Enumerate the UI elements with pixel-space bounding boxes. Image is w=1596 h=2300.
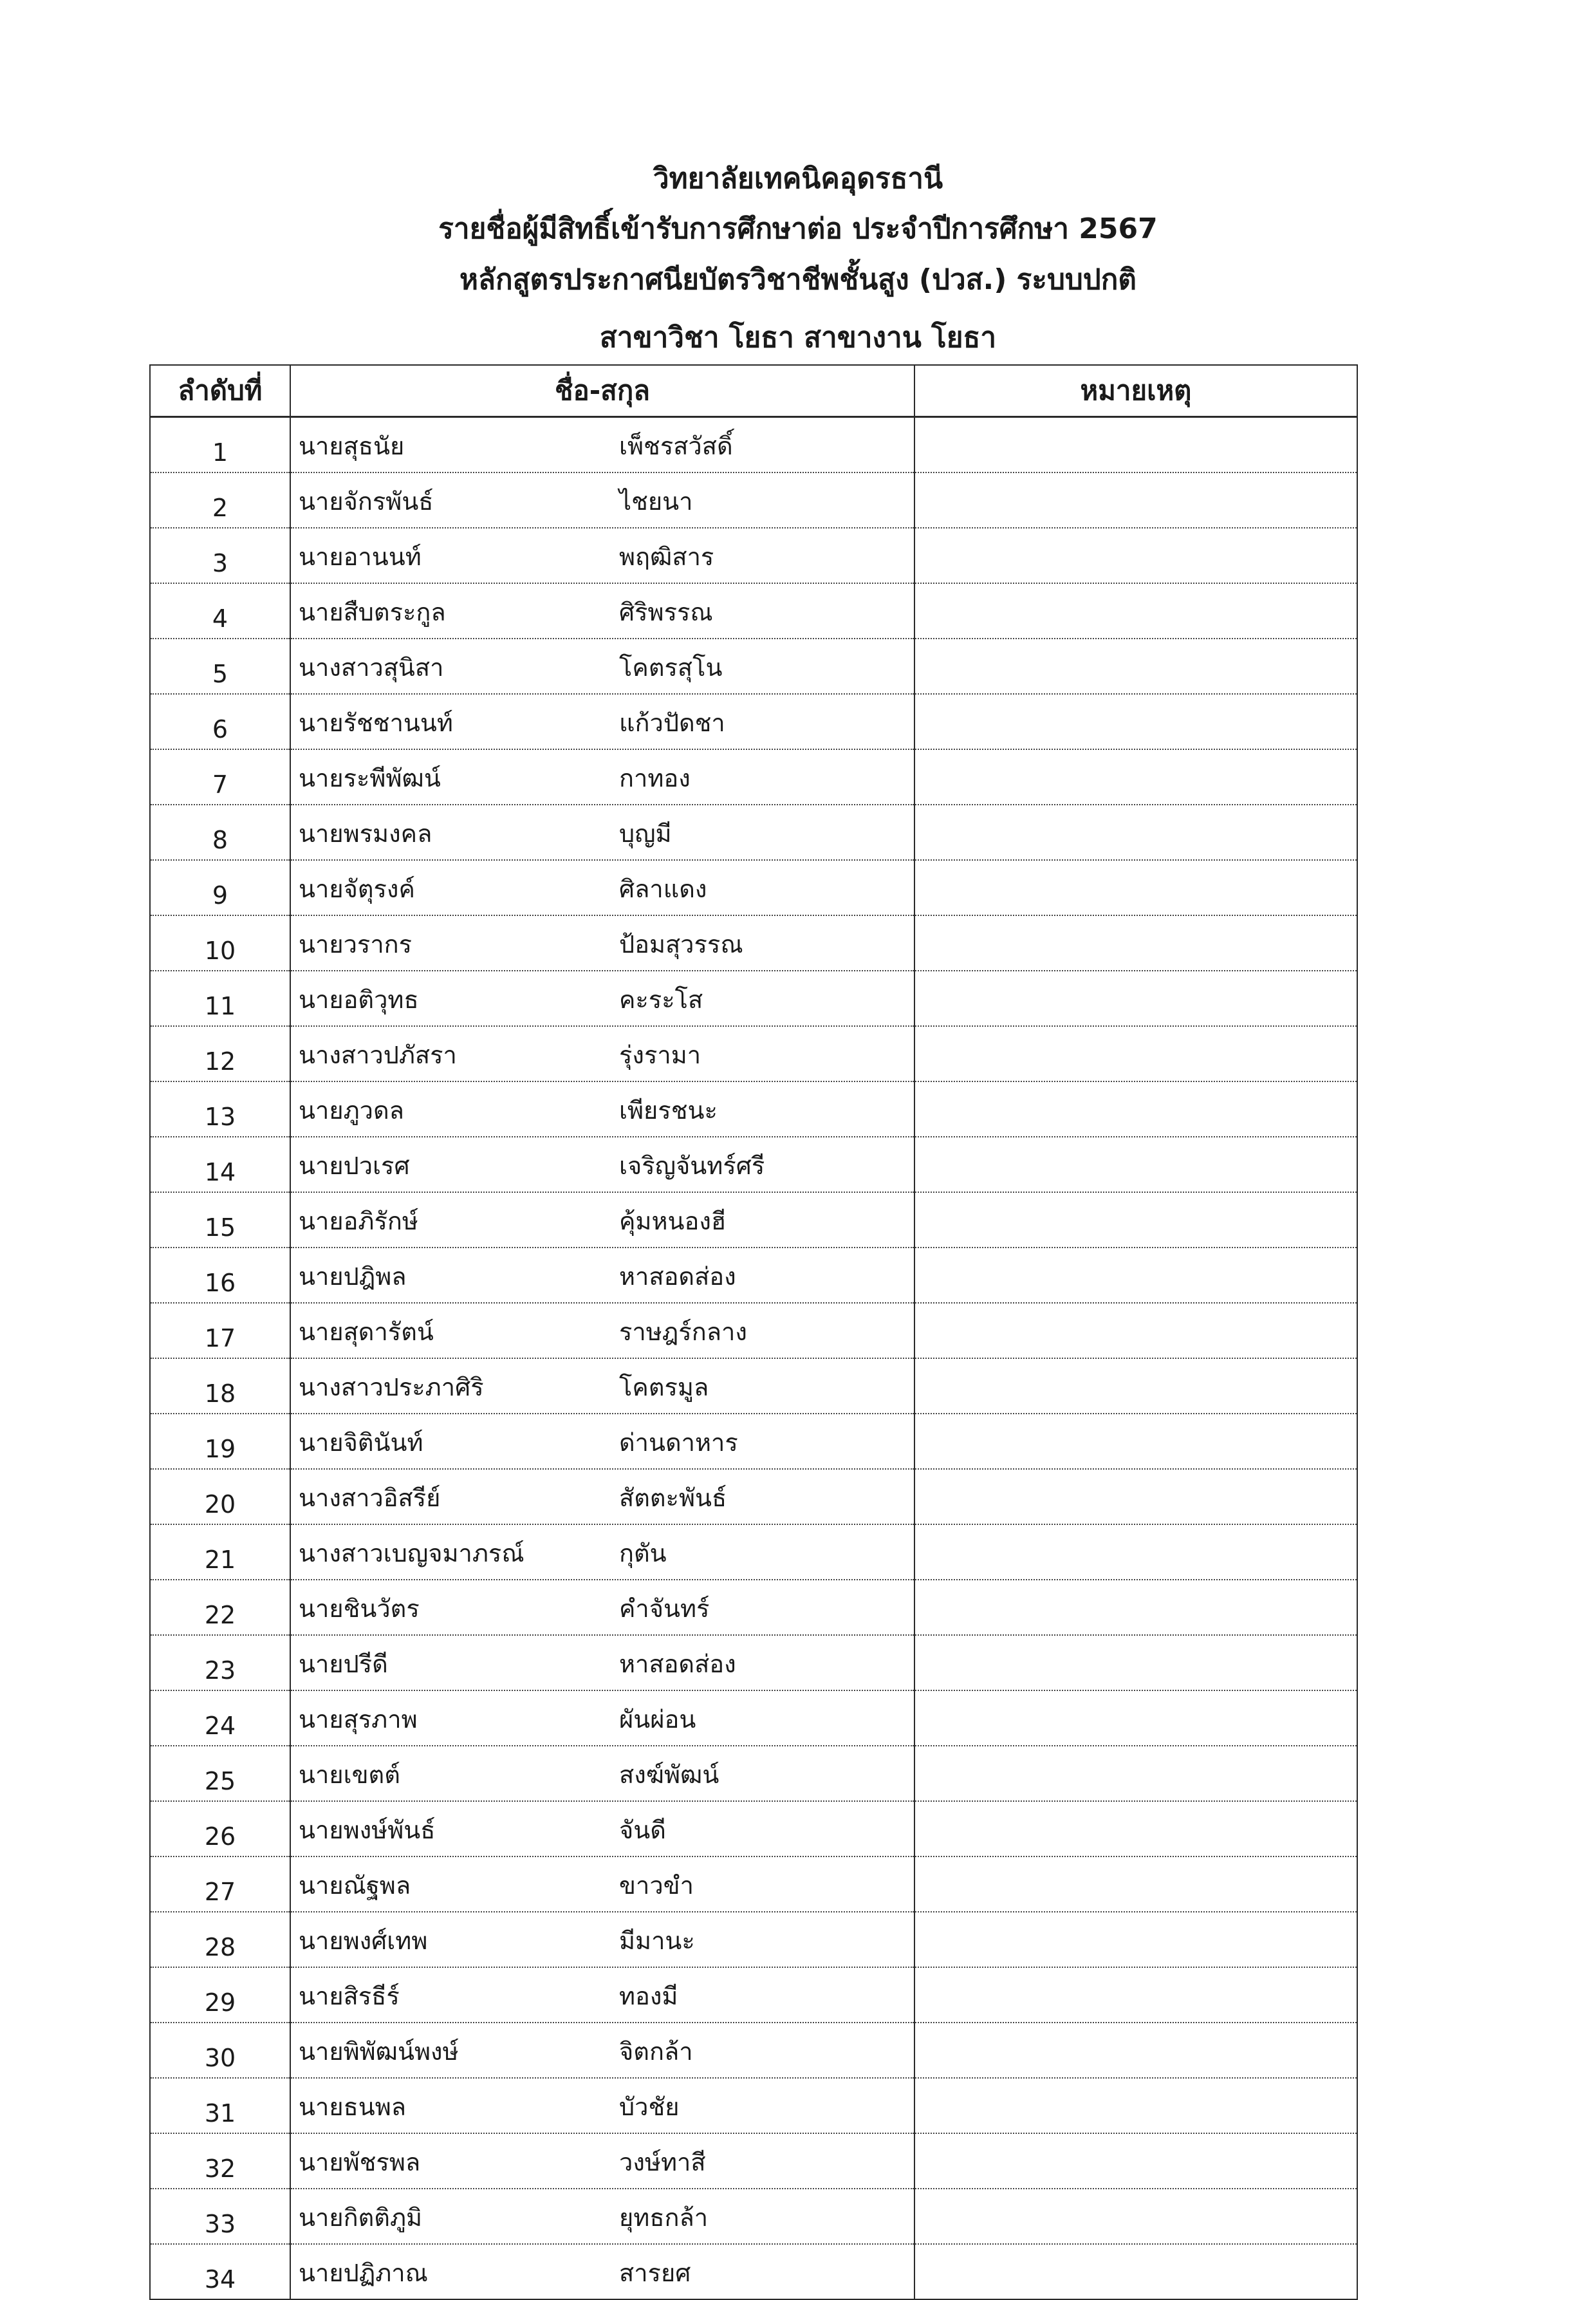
table-row — [150, 1137, 1357, 1192]
row-number: 1 — [150, 417, 290, 473]
row-number: 16 — [150, 1248, 290, 1303]
last-name: จันดี — [619, 1816, 666, 1844]
row-number: 2 — [150, 472, 290, 528]
row-full-name — [290, 472, 914, 528]
row-note — [914, 1026, 1357, 1081]
row-full-name — [290, 805, 914, 860]
first-name: นายปวเรศ — [299, 1152, 410, 1180]
row-note — [914, 1081, 1357, 1137]
row-note — [914, 2078, 1357, 2133]
first-name: นายสืบตระกูล — [299, 598, 446, 626]
table-row — [150, 749, 1357, 805]
first-name: นายชินวัตร — [299, 1594, 420, 1623]
row-full-name — [290, 1081, 914, 1137]
table-header-row — [150, 365, 1357, 417]
row-full-name — [290, 583, 914, 639]
department-title: สาขาวิชา โยธา สาขางาน โยธา — [599, 321, 997, 354]
row-note — [914, 1746, 1357, 1801]
row-note — [914, 1414, 1357, 1469]
first-name: นายพงษ์พันธ์ — [299, 1816, 436, 1844]
first-name: นายณัฐพล — [299, 1871, 411, 1900]
table-row — [150, 528, 1357, 583]
row-number: 5 — [150, 639, 290, 694]
first-name: นางสาวสุนิสา — [299, 653, 444, 682]
row-full-name — [290, 2133, 914, 2189]
row-note — [914, 1635, 1357, 1690]
row-full-name — [290, 1967, 914, 2023]
row-full-name — [290, 971, 914, 1026]
first-name: นายรัชชานนท์ — [299, 709, 453, 737]
table-row — [150, 2078, 1357, 2133]
row-number: 22 — [150, 1580, 290, 1635]
first-name: นางสาวปภัสรา — [299, 1041, 457, 1069]
row-note — [914, 1967, 1357, 2023]
last-name: ทองมี — [619, 1982, 678, 2010]
table-row — [150, 2189, 1357, 2244]
row-note — [914, 749, 1357, 805]
row-note — [914, 2244, 1357, 2299]
row-note — [914, 528, 1357, 583]
last-name: ป้อมสุวรรณ — [619, 930, 743, 958]
row-note — [914, 1248, 1357, 1303]
row-number: 29 — [150, 1967, 290, 2023]
row-full-name — [290, 1912, 914, 1967]
table-row — [150, 417, 1357, 473]
last-name: บุญมี — [619, 819, 672, 848]
table-row — [150, 1248, 1357, 1303]
row-number: 27 — [150, 1856, 290, 1912]
row-full-name — [290, 417, 914, 473]
row-full-name — [290, 2244, 914, 2299]
row-note — [914, 583, 1357, 639]
row-number: 3 — [150, 528, 290, 583]
last-name: ไชยนา — [619, 487, 693, 516]
document-subtitle: รายชื่อผู้มีสิทธิ์เข้ารับการศึกษาต่อ ประจำปีการศึกษา 2567 — [438, 212, 1158, 245]
last-name: โคตรสุโน — [619, 653, 723, 682]
row-full-name — [290, 860, 914, 915]
admission-list-table — [149, 364, 1358, 2300]
row-full-name — [290, 528, 914, 583]
first-name: นายกิตติภูมิ — [299, 2203, 423, 2232]
last-name: พฤฒิสาร — [619, 543, 714, 571]
table-row — [150, 1967, 1357, 2023]
first-name: นายสิรธีร์ — [299, 1982, 400, 2010]
row-note — [914, 472, 1357, 528]
row-full-name — [290, 1192, 914, 1248]
row-note — [914, 1524, 1357, 1580]
first-name: นายพัชรพล — [299, 2148, 421, 2176]
last-name: ยุทธกล้า — [619, 2203, 709, 2232]
row-note — [914, 1690, 1357, 1746]
row-number: 15 — [150, 1192, 290, 1248]
last-name: กาทอง — [619, 764, 691, 792]
last-name: เพ็ชรสวัสดิ์ — [619, 432, 733, 460]
table-row — [150, 805, 1357, 860]
row-full-name — [290, 1469, 914, 1524]
last-name: สงฆ์พัฒน์ — [619, 1761, 719, 1789]
table-body — [150, 417, 1357, 2300]
row-number: 28 — [150, 1912, 290, 1967]
row-full-name — [290, 915, 914, 971]
row-note — [914, 915, 1357, 971]
row-number: 13 — [150, 1081, 290, 1137]
row-full-name — [290, 1303, 914, 1358]
row-full-name — [290, 1358, 914, 1414]
row-note — [914, 805, 1357, 860]
table-row — [150, 2023, 1357, 2078]
row-number: 6 — [150, 694, 290, 749]
row-note — [914, 2023, 1357, 2078]
first-name: นายภูวดล — [299, 1096, 404, 1125]
row-number: 19 — [150, 1414, 290, 1469]
last-name: หาสอดส่อง — [619, 1262, 736, 1291]
row-note — [914, 1192, 1357, 1248]
row-number: 31 — [150, 2078, 290, 2133]
last-name: มีมานะ — [619, 1927, 695, 1955]
row-full-name — [290, 694, 914, 749]
row-note — [914, 417, 1357, 473]
first-name: นายปฎิพล — [299, 1262, 407, 1291]
row-full-name — [290, 2189, 914, 2244]
last-name: เจริญจันทร์ศรี — [619, 1152, 765, 1180]
row-full-name — [290, 1746, 914, 1801]
first-name: นายจักรพันธ์ — [299, 487, 434, 516]
row-number: 33 — [150, 2189, 290, 2244]
first-name: นายอภิรักษ์ — [299, 1207, 418, 1235]
table-row — [150, 1524, 1357, 1580]
table-row — [150, 1856, 1357, 1912]
row-number: 32 — [150, 2133, 290, 2189]
table-row — [150, 1026, 1357, 1081]
row-full-name — [290, 1635, 914, 1690]
table-row — [150, 694, 1357, 749]
table-row — [150, 472, 1357, 528]
last-name: เพียรชนะ — [619, 1096, 718, 1125]
row-number: 20 — [150, 1469, 290, 1524]
column-header-note: หมายเหตุ — [914, 365, 1357, 417]
table-row — [150, 1635, 1357, 1690]
first-name: นายพรมงคล — [299, 819, 432, 848]
first-name: นายสุธนัย — [299, 432, 405, 460]
table-row — [150, 1358, 1357, 1414]
table-row — [150, 1081, 1357, 1137]
last-name: โคตรมูล — [619, 1373, 709, 1401]
row-full-name — [290, 1137, 914, 1192]
last-name: คำจันทร์ — [619, 1594, 710, 1623]
last-name: จิตกล้า — [619, 2037, 693, 2066]
table-row — [150, 2244, 1357, 2299]
first-name: นายธนพล — [299, 2093, 407, 2121]
row-number: 11 — [150, 971, 290, 1026]
table-row — [150, 1414, 1357, 1469]
last-name: ราษฎร์กลาง — [619, 1318, 747, 1346]
table-row — [150, 860, 1357, 915]
row-note — [914, 1912, 1357, 1967]
row-number: 10 — [150, 915, 290, 971]
row-note — [914, 1856, 1357, 1912]
table-row — [150, 1469, 1357, 1524]
last-name: รุ่งรามา — [619, 1041, 701, 1069]
row-note — [914, 1137, 1357, 1192]
row-number: 30 — [150, 2023, 290, 2078]
row-number: 9 — [150, 860, 290, 915]
row-number: 8 — [150, 805, 290, 860]
table-row — [150, 1912, 1357, 1967]
row-number: 24 — [150, 1690, 290, 1746]
row-full-name — [290, 2023, 914, 2078]
table-row — [150, 1192, 1357, 1248]
last-name: คุ้มหนองฮี — [619, 1207, 727, 1235]
first-name: นายสุรภาพ — [299, 1705, 418, 1734]
table-row — [150, 971, 1357, 1026]
last-name: ศิริพรรณ — [619, 598, 713, 626]
last-name: ด่านดาหาร — [619, 1428, 738, 1457]
row-full-name — [290, 1414, 914, 1469]
row-note — [914, 1801, 1357, 1856]
row-full-name — [290, 1580, 914, 1635]
row-note — [914, 1303, 1357, 1358]
row-number: 18 — [150, 1358, 290, 1414]
row-full-name — [290, 1026, 914, 1081]
last-name: ผันผ่อน — [619, 1705, 696, 1734]
first-name: นายจิตินันท์ — [299, 1428, 423, 1457]
row-full-name — [290, 2078, 914, 2133]
table-row — [150, 1746, 1357, 1801]
column-header-number: ลำดับที่ — [150, 365, 290, 417]
last-name: สัตตะพันธ์ — [619, 1484, 727, 1512]
row-note — [914, 1469, 1357, 1524]
last-name: บัวชัย — [619, 2093, 680, 2121]
row-number: 14 — [150, 1137, 290, 1192]
row-number: 34 — [150, 2244, 290, 2299]
table-row — [150, 1801, 1357, 1856]
program-title: หลักสูตรประกาศนียบัตรวิชาชีพชั้นสูง (ปวส.) ระบบปกติ — [459, 263, 1137, 296]
last-name: วงษ์ทาสี — [619, 2148, 706, 2176]
row-full-name — [290, 1524, 914, 1580]
table-row — [150, 915, 1357, 971]
row-note — [914, 694, 1357, 749]
row-full-name — [290, 1801, 914, 1856]
row-full-name — [290, 1248, 914, 1303]
row-note — [914, 2133, 1357, 2189]
first-name: นายพิพัฒน์พงษ์ — [299, 2037, 459, 2066]
first-name: นายจัตุรงค์ — [299, 875, 415, 903]
table-row — [150, 583, 1357, 639]
first-name: นางสาวประภาศิริ — [299, 1373, 484, 1401]
row-number: 26 — [150, 1801, 290, 1856]
last-name: ขาวขำ — [619, 1871, 694, 1900]
first-name: นางสาวอิสรีย์ — [299, 1484, 441, 1512]
last-name: ศิลาแดง — [619, 875, 707, 903]
last-name: คะระโส — [619, 986, 703, 1014]
column-header-name: ชื่อ-สกุล — [290, 365, 914, 417]
row-note — [914, 2189, 1357, 2244]
row-number: 4 — [150, 583, 290, 639]
table-row — [150, 639, 1357, 694]
row-number: 17 — [150, 1303, 290, 1358]
institution-title: วิทยาลัยเทคนิคอุดรธานี — [653, 162, 943, 195]
row-full-name — [290, 1856, 914, 1912]
last-name: กุตัน — [619, 1539, 667, 1567]
last-name: แก้วปัดชา — [619, 709, 725, 737]
table-row — [150, 1303, 1357, 1358]
first-name: นายปรีดี — [299, 1650, 388, 1678]
first-name: นายอานนท์ — [299, 543, 422, 571]
row-note — [914, 860, 1357, 915]
first-name: นายเขตต์ — [299, 1761, 400, 1789]
table-row — [150, 1690, 1357, 1746]
first-name: นายสุดารัตน์ — [299, 1318, 434, 1346]
row-number: 25 — [150, 1746, 290, 1801]
first-name: นายพงศ์เทพ — [299, 1927, 428, 1955]
row-note — [914, 1358, 1357, 1414]
first-name: นายวรากร — [299, 930, 413, 958]
row-note — [914, 639, 1357, 694]
row-note — [914, 971, 1357, 1026]
row-number: 21 — [150, 1524, 290, 1580]
last-name: สารยศ — [619, 2259, 691, 2287]
first-name: นายระพีพัฒน์ — [299, 764, 441, 792]
row-full-name — [290, 1690, 914, 1746]
table-row — [150, 1580, 1357, 1635]
first-name: นายอติวุทธ — [299, 986, 419, 1014]
last-name: หาสอดส่อง — [619, 1650, 736, 1678]
row-note — [914, 1580, 1357, 1635]
row-number: 23 — [150, 1635, 290, 1690]
row-number: 7 — [150, 749, 290, 805]
first-name: นายปฏิภาณ — [299, 2259, 428, 2287]
row-number: 12 — [150, 1026, 290, 1081]
row-full-name — [290, 639, 914, 694]
row-full-name — [290, 749, 914, 805]
table-row — [150, 2133, 1357, 2189]
first-name: นางสาวเบญจมาภรณ์ — [299, 1539, 524, 1567]
